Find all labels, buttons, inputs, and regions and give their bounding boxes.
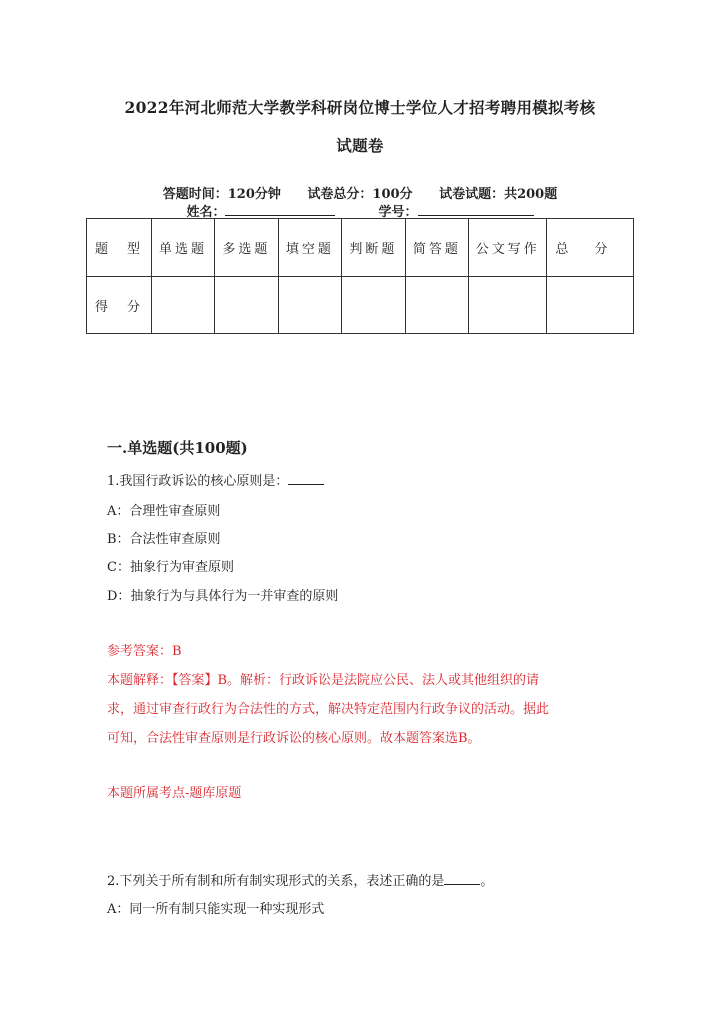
header-cell: 总 分 bbox=[547, 219, 634, 277]
section-title: 一.单选题(共100题) bbox=[107, 439, 248, 457]
q1-option-c: C：抽象行为审查原则 bbox=[107, 560, 234, 575]
exam-meta-row bbox=[0, 183, 720, 202]
q2-stem bbox=[107, 870, 493, 889]
score-cell[interactable] bbox=[215, 277, 278, 334]
score-table-score-row bbox=[87, 277, 634, 334]
name-blank[interactable] bbox=[225, 203, 335, 216]
name-label: 姓名： bbox=[186, 205, 226, 220]
q1-stem bbox=[107, 470, 324, 489]
score-table bbox=[86, 218, 634, 334]
q1-option-d: D：抽象行为与具体行为一并审查的原则 bbox=[107, 589, 339, 604]
q1-source: 本题所属考点-题库原题 bbox=[107, 786, 242, 801]
score-table-header-row bbox=[87, 219, 634, 277]
q2-option-a: A：同一所有制只能实现一种实现形式 bbox=[107, 902, 325, 917]
header-cell: 单选题 bbox=[151, 219, 214, 277]
header-cell: 简答题 bbox=[405, 219, 468, 277]
exam-time: 答题时间：120分钟 bbox=[162, 187, 281, 202]
score-cell[interactable] bbox=[151, 277, 214, 334]
exam-title-line1: 2022年河北师范大学教学科研岗位博士学位人才招考聘用模拟考核 bbox=[124, 98, 596, 117]
id-blank[interactable] bbox=[418, 203, 534, 216]
score-cell[interactable] bbox=[547, 277, 634, 334]
header-cell: 公文写作 bbox=[469, 219, 547, 277]
score-cell[interactable] bbox=[469, 277, 547, 334]
id-label: 学号： bbox=[378, 205, 418, 220]
q2-answer-blank bbox=[444, 872, 480, 885]
exam-title-line2: 试题卷 bbox=[336, 136, 384, 155]
q1-option-b: B：合法性审查原则 bbox=[107, 532, 221, 547]
score-row-label: 得 分 bbox=[87, 277, 152, 334]
q1-answer: 参考答案：B bbox=[107, 644, 182, 659]
header-cell: 判断题 bbox=[342, 219, 405, 277]
score-cell[interactable] bbox=[342, 277, 405, 334]
header-cell: 填空题 bbox=[278, 219, 341, 277]
header-cell: 多选题 bbox=[215, 219, 278, 277]
q1-option-a: A：合理性审查原则 bbox=[107, 504, 221, 519]
q2-stem-end: 。 bbox=[480, 874, 494, 889]
header-cell: 题 型 bbox=[87, 219, 152, 277]
q1-explanation-line1: 本题解释：【答案】B。解析：行政诉讼是法院应公民、法人或其他组织的请 bbox=[107, 673, 540, 688]
q2-stem-text: 2.下列关于所有制和所有制实现形式的关系，表述正确的是 bbox=[107, 874, 445, 889]
q1-explanation-line3: 可知，合法性审查原则是行政诉讼的核心原则。故本题答案选B。 bbox=[107, 731, 481, 746]
q1-answer-blank bbox=[288, 472, 324, 485]
score-cell[interactable] bbox=[405, 277, 468, 334]
q1-explanation-line2: 求，通过审查行政行为合法性的方式，解决特定范围内行政争议的活动。据此 bbox=[107, 702, 550, 717]
score-cell[interactable] bbox=[278, 277, 341, 334]
exam-total-questions: 试卷试题：共200题 bbox=[439, 187, 558, 202]
exam-total-score: 试卷总分：100分 bbox=[307, 187, 413, 202]
q1-stem-text: 1.我国行政诉讼的核心原则是： bbox=[107, 474, 289, 489]
